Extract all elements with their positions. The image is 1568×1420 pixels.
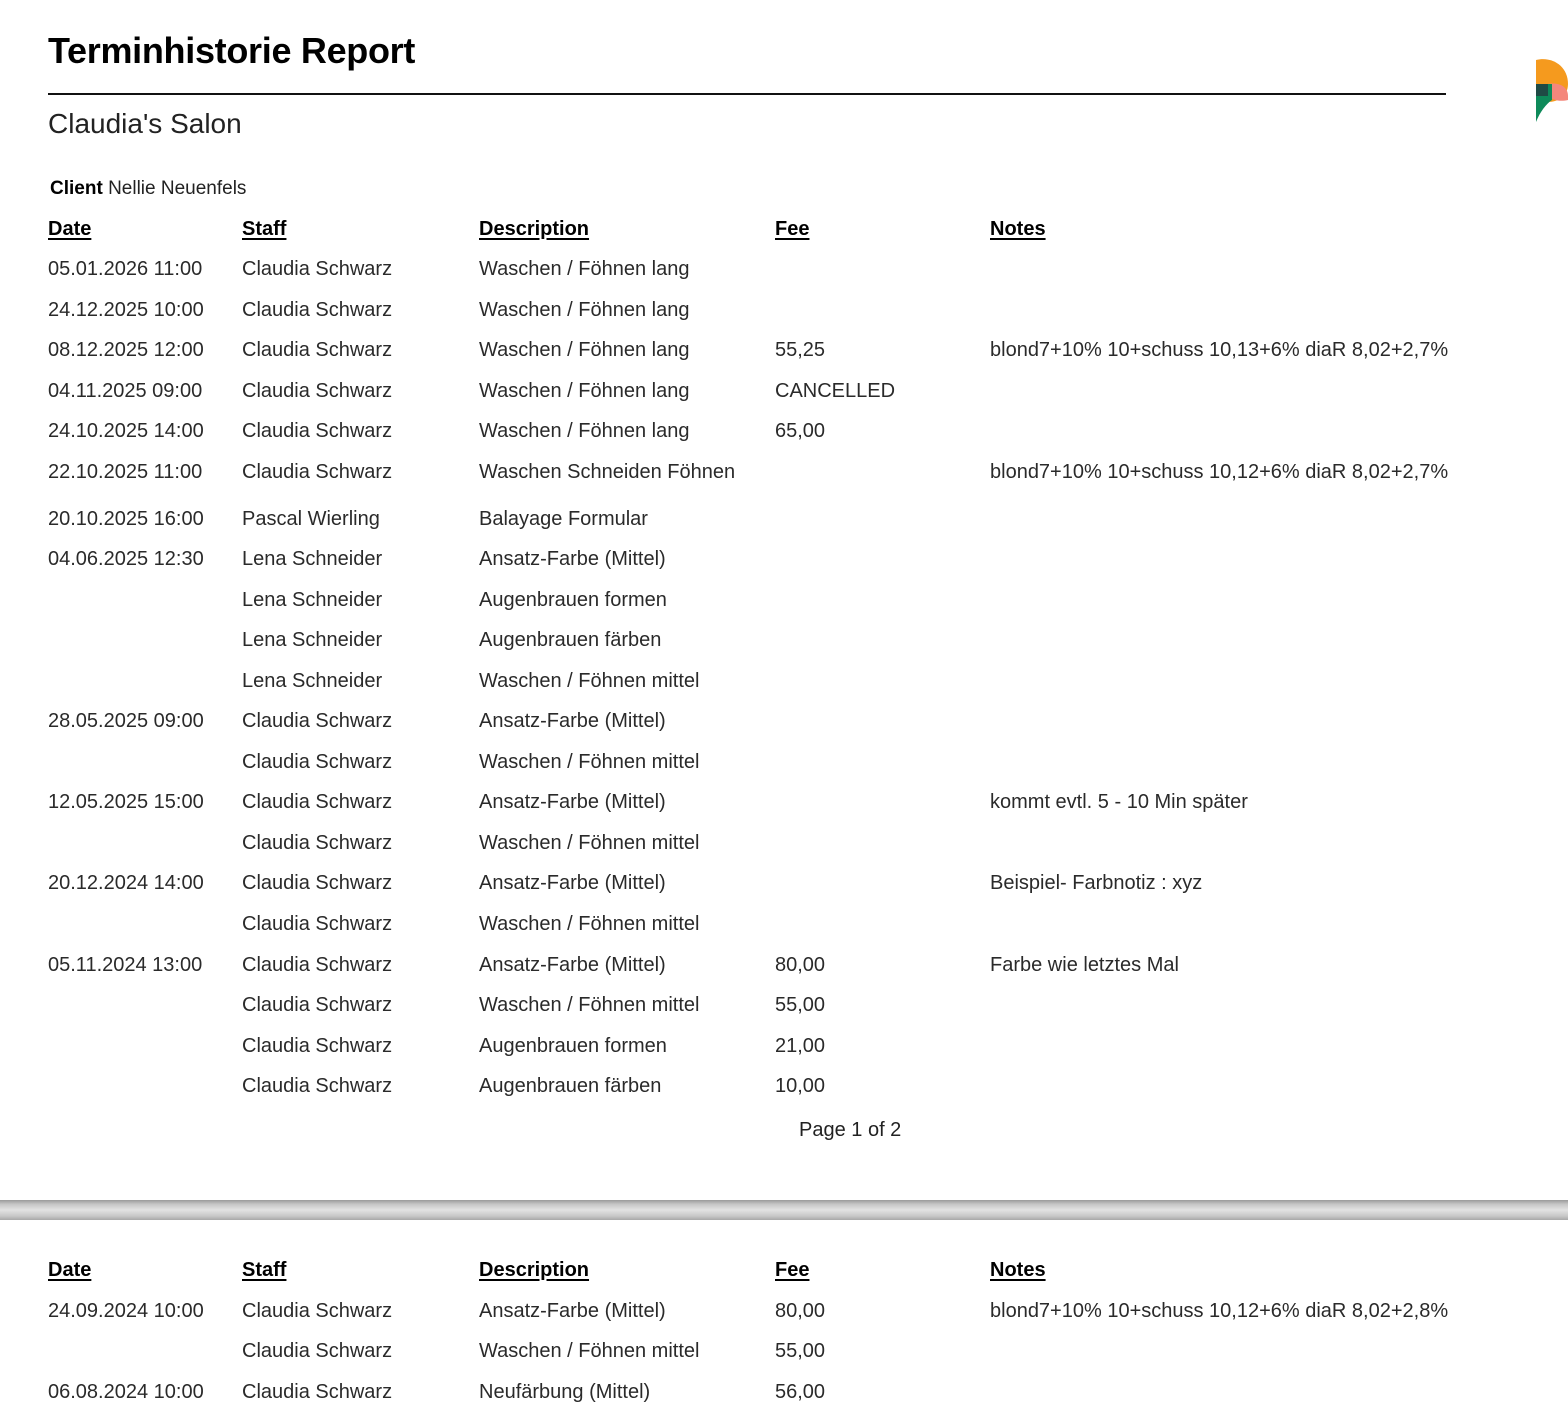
staff-cell: Claudia Schwarz xyxy=(242,1381,393,1403)
table-row xyxy=(0,1300,1568,1330)
client-label: Client xyxy=(50,178,103,199)
table-row xyxy=(0,670,1568,700)
table-row xyxy=(0,258,1568,288)
description-cell: Waschen / Föhnen lang xyxy=(479,420,690,442)
staff-cell: Claudia Schwarz xyxy=(242,420,393,442)
staff-cell: Claudia Schwarz xyxy=(242,299,393,321)
table-row xyxy=(0,299,1568,329)
col-staff-header: Staff xyxy=(242,1259,287,1281)
notes-cell: kommt evtl. 5 - 10 Min später xyxy=(990,791,1248,813)
staff-cell: Claudia Schwarz xyxy=(242,339,393,361)
staff-cell: Claudia Schwarz xyxy=(242,832,393,854)
fee-cell: 56,00 xyxy=(775,1381,826,1403)
staff-cell: Claudia Schwarz xyxy=(242,461,393,483)
table-row xyxy=(0,1381,1568,1411)
table-row xyxy=(0,913,1568,943)
col-date-header: Date xyxy=(48,1259,92,1281)
description-cell: Waschen / Föhnen mittel xyxy=(479,913,700,935)
staff-cell: Claudia Schwarz xyxy=(242,751,393,773)
table-row xyxy=(0,832,1568,862)
table-header xyxy=(0,218,1568,248)
col-fee-header: Fee xyxy=(775,218,810,240)
description-cell: Waschen / Föhnen lang xyxy=(479,339,690,361)
date-cell: 06.08.2024 10:00 xyxy=(48,1381,204,1403)
date-cell: 20.10.2025 16:00 xyxy=(48,508,204,530)
date-cell: 28.05.2025 09:00 xyxy=(48,710,204,732)
table-row xyxy=(0,751,1568,781)
fee-cell: 55,25 xyxy=(775,339,826,361)
fee-cell: 10,00 xyxy=(775,1075,826,1097)
fee-cell: 55,00 xyxy=(775,994,826,1016)
description-cell: Waschen / Föhnen mittel xyxy=(479,751,700,773)
staff-cell: Lena Schneider xyxy=(242,629,383,651)
date-cell: 04.11.2025 09:00 xyxy=(48,380,203,402)
page-indicator: Page 1 of 2 xyxy=(799,1119,902,1141)
report-page-2 xyxy=(0,1220,1568,1420)
col-notes-header: Notes xyxy=(990,1259,1046,1281)
staff-cell: Pascal Wierling xyxy=(242,508,380,530)
date-cell: 05.01.2026 11:00 xyxy=(48,258,203,280)
notes-cell: blond7+10% 10+schuss 10,12+6% diaR 8,02+2,7% xyxy=(990,461,1449,483)
staff-cell: Claudia Schwarz xyxy=(242,1075,393,1097)
description-cell: Ansatz-Farbe (Mittel) xyxy=(479,548,666,570)
table-row xyxy=(0,1075,1568,1105)
fee-cell: 55,00 xyxy=(775,1340,826,1362)
table-row xyxy=(0,461,1568,491)
staff-cell: Claudia Schwarz xyxy=(242,994,393,1016)
page-break xyxy=(0,1200,1568,1220)
notes-cell: blond7+10% 10+schuss 10,13+6% diaR 8,02+2,7% xyxy=(990,339,1449,361)
client-line xyxy=(50,178,246,200)
description-cell: Ansatz-Farbe (Mittel) xyxy=(479,710,666,732)
description-cell: Balayage Formular xyxy=(479,508,648,530)
date-cell: 22.10.2025 11:00 xyxy=(48,461,203,483)
staff-cell: Claudia Schwarz xyxy=(242,380,393,402)
col-description-header: Description xyxy=(479,1259,590,1281)
description-cell: Ansatz-Farbe (Mittel) xyxy=(479,872,666,894)
description-cell: Augenbrauen färben xyxy=(479,629,662,651)
table-row xyxy=(0,589,1568,619)
report-title: Terminhistorie Report xyxy=(48,30,416,71)
description-cell: Augenbrauen färben xyxy=(479,1075,662,1097)
staff-cell: Lena Schneider xyxy=(242,670,383,692)
date-cell: 20.12.2024 14:00 xyxy=(48,872,204,894)
fee-cell: 80,00 xyxy=(775,1300,826,1322)
staff-cell: Lena Schneider xyxy=(242,589,383,611)
notes-cell: blond7+10% 10+schuss 10,12+6% diaR 8,02+2,8% xyxy=(990,1300,1449,1322)
staff-cell: Claudia Schwarz xyxy=(242,791,393,813)
fee-cell: 21,00 xyxy=(775,1035,826,1057)
salon-name: Claudia's Salon xyxy=(48,108,242,139)
table-row xyxy=(0,380,1568,410)
table-row xyxy=(0,548,1568,578)
table-row xyxy=(0,629,1568,659)
description-cell: Waschen / Föhnen mittel xyxy=(479,1340,700,1362)
col-fee-header: Fee xyxy=(775,1259,810,1281)
staff-cell: Claudia Schwarz xyxy=(242,1035,393,1057)
table-row xyxy=(0,872,1568,902)
description-cell: Augenbrauen formen xyxy=(479,589,667,611)
notes-cell: Beispiel- Farbnotiz : xyz xyxy=(990,872,1203,894)
fee-cell: CANCELLED xyxy=(775,380,896,402)
staff-cell: Claudia Schwarz xyxy=(242,258,393,280)
staff-cell: Claudia Schwarz xyxy=(242,913,393,935)
fee-cell: 80,00 xyxy=(775,954,826,976)
table-row xyxy=(0,954,1568,984)
table-row xyxy=(0,1035,1568,1065)
staff-cell: Claudia Schwarz xyxy=(242,710,393,732)
col-date-header: Date xyxy=(48,218,92,240)
description-cell: Waschen / Föhnen mittel xyxy=(479,994,700,1016)
staff-cell: Claudia Schwarz xyxy=(242,954,393,976)
table-row xyxy=(0,420,1568,450)
table-row xyxy=(0,791,1568,821)
description-cell: Waschen / Föhnen mittel xyxy=(479,670,700,692)
table-row xyxy=(0,508,1568,538)
description-cell: Ansatz-Farbe (Mittel) xyxy=(479,791,666,813)
fee-cell: 65,00 xyxy=(775,420,826,442)
date-cell: 24.09.2024 10:00 xyxy=(48,1300,204,1322)
description-cell: Waschen / Föhnen lang xyxy=(479,299,690,321)
description-cell: Ansatz-Farbe (Mittel) xyxy=(479,1300,666,1322)
table-row xyxy=(0,710,1568,740)
date-cell: 04.06.2025 12:30 xyxy=(48,548,204,570)
table-row xyxy=(0,339,1568,369)
description-cell: Waschen Schneiden Föhnen xyxy=(479,461,736,483)
table-row xyxy=(0,1340,1568,1370)
date-cell: 24.10.2025 14:00 xyxy=(48,420,204,442)
client-name: Nellie Neuenfels xyxy=(108,178,247,199)
staff-cell: Claudia Schwarz xyxy=(242,1340,393,1362)
description-cell: Waschen / Föhnen lang xyxy=(479,380,690,402)
description-cell: Ansatz-Farbe (Mittel) xyxy=(479,954,666,976)
description-cell: Waschen / Föhnen lang xyxy=(479,258,690,280)
date-cell: 12.05.2025 15:00 xyxy=(48,791,204,813)
staff-cell: Lena Schneider xyxy=(242,548,383,570)
col-staff-header: Staff xyxy=(242,218,287,240)
col-description-header: Description xyxy=(479,218,590,240)
staff-cell: Claudia Schwarz xyxy=(242,872,393,894)
date-cell: 05.11.2024 13:00 xyxy=(48,954,203,976)
table-header xyxy=(0,1259,1568,1289)
title-divider xyxy=(48,93,1446,95)
description-cell: Augenbrauen formen xyxy=(479,1035,667,1057)
col-notes-header: Notes xyxy=(990,218,1046,240)
date-cell: 08.12.2025 12:00 xyxy=(48,339,204,361)
description-cell: Waschen / Föhnen mittel xyxy=(479,832,700,854)
notes-cell: Farbe wie letztes Mal xyxy=(990,954,1179,976)
staff-cell: Claudia Schwarz xyxy=(242,1300,393,1322)
brand-logo-icon xyxy=(1530,56,1568,122)
date-cell: 24.12.2025 10:00 xyxy=(48,299,204,321)
table-row xyxy=(0,994,1568,1024)
description-cell: Neufärbung (Mittel) xyxy=(479,1381,651,1403)
